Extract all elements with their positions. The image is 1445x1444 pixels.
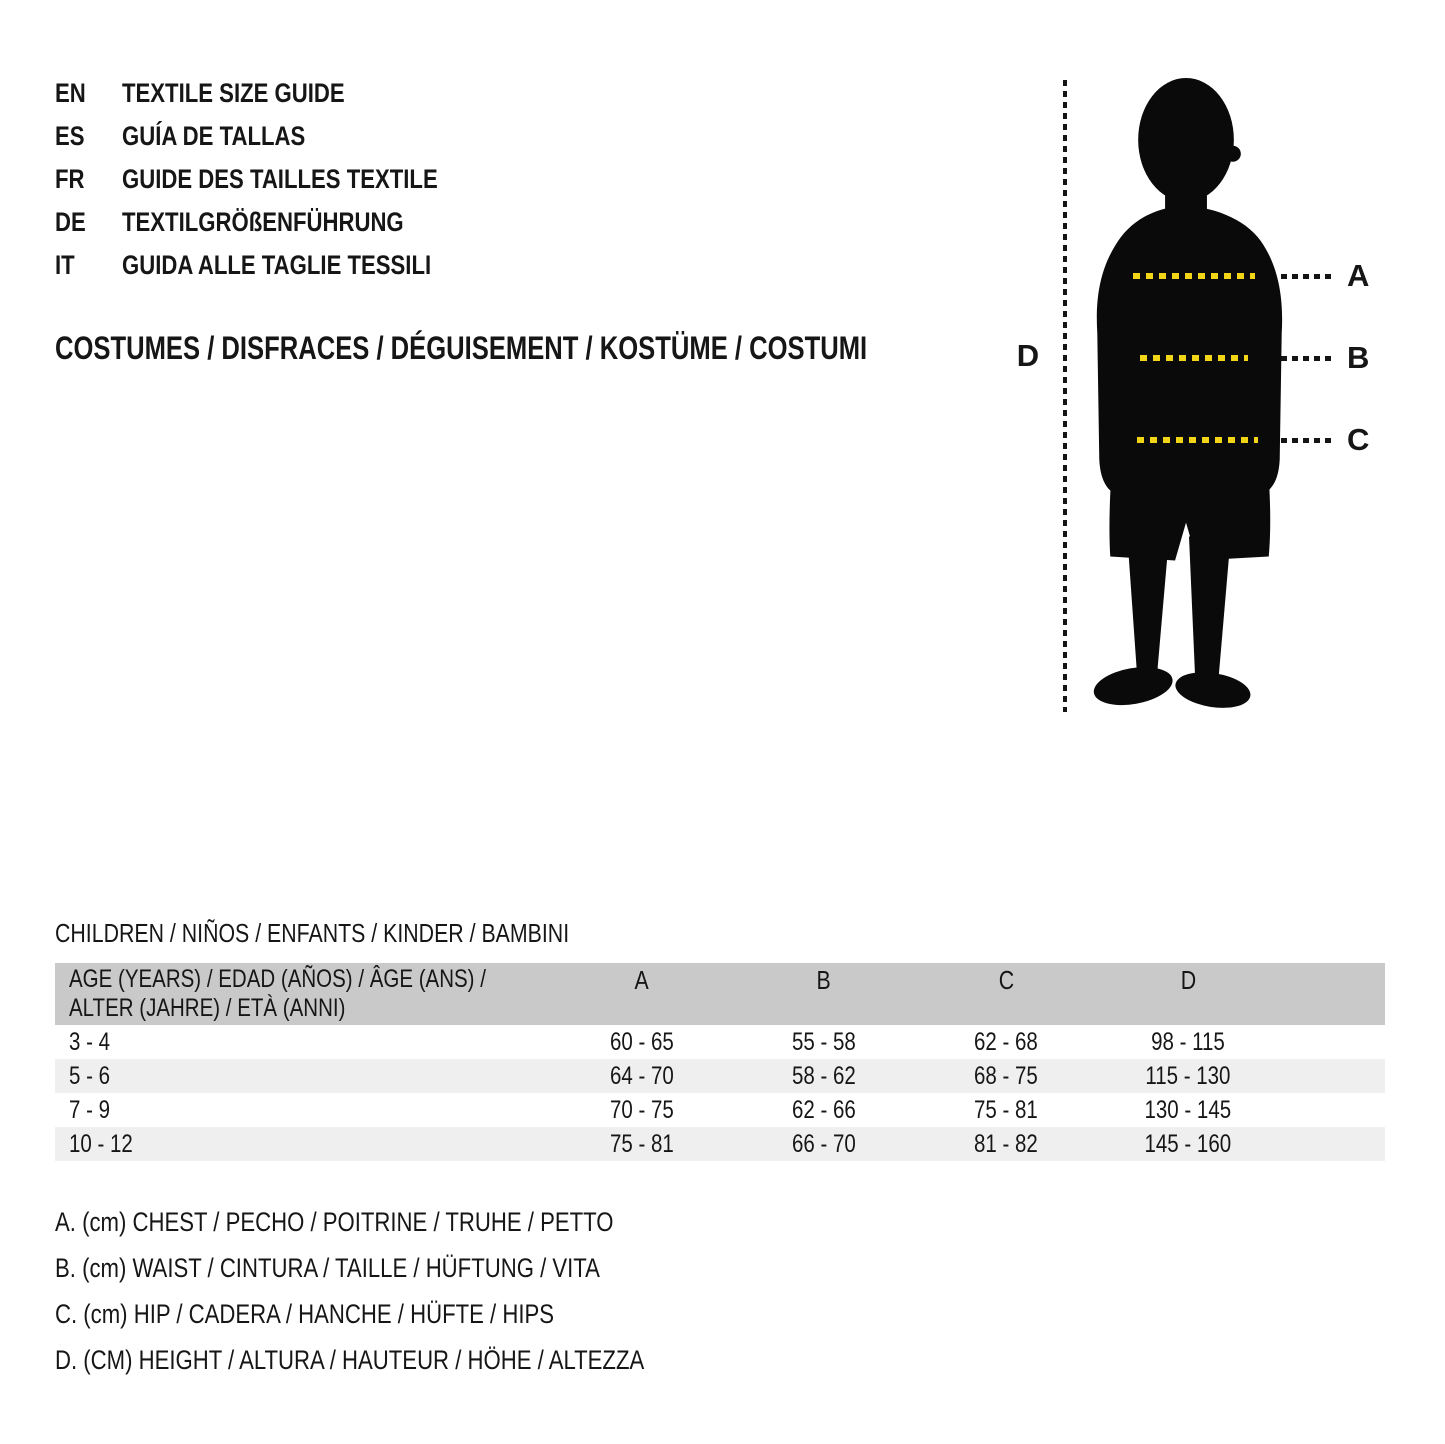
language-row-fr	[55, 158, 507, 201]
language-code: EN	[55, 78, 86, 108]
hip-cell: 75 - 81	[974, 1096, 1038, 1124]
language-label: GUÍA DE TALLAS	[122, 121, 306, 151]
hip-cell: 81 - 82	[974, 1130, 1038, 1158]
column-header-d: D	[1180, 965, 1196, 995]
language-label: GUIDE DES TAILLES TEXTILE	[122, 164, 438, 194]
language-row-es	[55, 115, 507, 158]
chest-connector-line	[1281, 274, 1333, 279]
height-cell: 98 - 115	[1151, 1028, 1225, 1056]
hip-cell: 62 - 68	[974, 1028, 1038, 1056]
language-label: TEXTILGRÖßENFÜHRUNG	[122, 207, 404, 237]
hip-measure-line	[1137, 437, 1258, 443]
silhouette-ear	[1225, 146, 1241, 162]
silhouette-right-leg	[1189, 535, 1231, 675]
table-row	[55, 1127, 1385, 1161]
silhouette-right-shoe	[1173, 667, 1253, 712]
table-row	[55, 1059, 1385, 1093]
language-code: ES	[55, 121, 85, 151]
silhouette-left-shoe	[1091, 661, 1176, 710]
waist-measure-line	[1140, 355, 1248, 361]
table-row	[55, 1025, 1385, 1059]
children-section-title: CHILDREN / NIÑOS / ENFANTS / KINDER / BAMBINI	[55, 918, 570, 948]
age-cell: 10 - 12	[69, 1130, 133, 1158]
chest-cell: 60 - 65	[610, 1028, 674, 1056]
language-list	[55, 72, 507, 287]
legend-item-waist: B. (cm) WAIST / CINTURA / TAILLE / HÜFTUNG / VITA	[55, 1253, 600, 1283]
age-cell: 7 - 9	[69, 1096, 111, 1124]
height-cell: 145 - 160	[1144, 1130, 1232, 1158]
hip-cell: 68 - 75	[974, 1062, 1038, 1090]
age-cell: 3 - 4	[69, 1028, 111, 1056]
age-cell: 5 - 6	[69, 1062, 111, 1090]
waist-cell: 58 - 62	[792, 1062, 856, 1090]
table-header	[55, 963, 1385, 1025]
waist-connector-line	[1281, 356, 1333, 361]
measurement-legend	[55, 1199, 774, 1383]
language-label: TEXTILE SIZE GUIDE	[122, 78, 345, 108]
height-dotted-line	[1063, 80, 1067, 712]
table-row	[55, 1093, 1385, 1127]
measure-label-a: A	[1347, 258, 1370, 293]
age-column-header: AGE (YEARS) / EDAD (AÑOS) / ÂGE (ANS) / ALTER (JAHRE) / ETÀ (ANNI)	[69, 965, 486, 1022]
child-silhouette	[1085, 76, 1295, 714]
language-row-it	[55, 244, 507, 287]
waist-cell: 55 - 58	[792, 1028, 856, 1056]
height-cell: 115 - 130	[1145, 1062, 1231, 1090]
chest-cell: 75 - 81	[610, 1130, 674, 1158]
language-code: DE	[55, 207, 86, 237]
language-label: GUIDA ALLE TAGLIE TESSILI	[122, 250, 432, 280]
language-row-en	[55, 72, 507, 115]
language-code: FR	[55, 164, 85, 194]
chest-measure-line	[1133, 273, 1255, 279]
column-header-b: B	[816, 965, 832, 995]
category-title: COSTUMES / DISFRACES / DÉGUISEMENT / KOSTÜME / COSTUMI	[55, 330, 868, 366]
language-row-de	[55, 201, 507, 244]
legend-item-hip: C. (cm) HIP / CADERA / HANCHE / HÜFTE / HIPS	[55, 1299, 555, 1329]
legend-item-height: D. (CM) HEIGHT / ALTURA / HAUTEUR / HÖHE / ALTEZZA	[55, 1345, 645, 1375]
chest-cell: 70 - 75	[610, 1096, 674, 1124]
measure-label-d: D	[1016, 338, 1040, 373]
chest-cell: 64 - 70	[610, 1062, 674, 1090]
legend-item-chest: A. (cm) CHEST / PECHO / POITRINE / TRUHE / PETTO	[55, 1207, 614, 1237]
silhouette-left-leg	[1127, 535, 1169, 677]
language-code: IT	[55, 250, 75, 280]
hip-connector-line	[1281, 438, 1333, 443]
height-cell: 130 - 145	[1144, 1096, 1232, 1124]
size-table	[55, 963, 1385, 1161]
column-header-a: A	[634, 965, 650, 995]
waist-cell: 62 - 66	[792, 1096, 856, 1124]
measure-label-c: C	[1347, 422, 1370, 457]
column-header-c: C	[998, 965, 1014, 995]
waist-cell: 66 - 70	[792, 1130, 856, 1158]
measure-label-b: B	[1347, 340, 1370, 375]
